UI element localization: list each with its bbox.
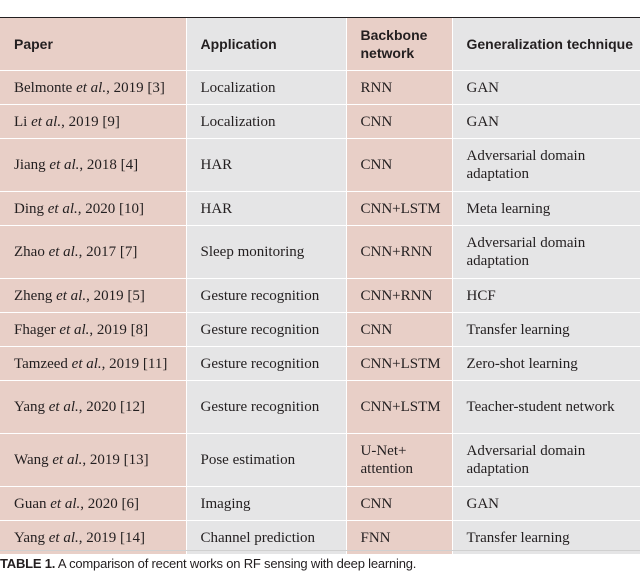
cell-application: HAR bbox=[186, 192, 346, 226]
paper-author: Zhao bbox=[14, 244, 45, 260]
cell-technique: HCF bbox=[452, 279, 640, 313]
table-row bbox=[0, 226, 640, 279]
cell-technique: GAN bbox=[452, 105, 640, 139]
cell-technique: Zero-shot learning bbox=[452, 347, 640, 381]
paper-author: Guan bbox=[14, 495, 47, 512]
paper-et-al: et al. bbox=[48, 529, 79, 546]
paper-author: Belmonte bbox=[14, 79, 73, 96]
cell-backbone: CNN bbox=[346, 105, 452, 139]
paper-et-al: et al. bbox=[76, 79, 107, 96]
caption-label: TABLE 1. bbox=[0, 556, 56, 571]
cell-paper bbox=[0, 139, 186, 192]
paper-year-ref: , 2019 [13] bbox=[82, 452, 149, 468]
paper-et-al: et al. bbox=[59, 321, 90, 338]
cell-paper bbox=[0, 105, 186, 139]
cell-application: Channel prediction bbox=[186, 521, 346, 555]
comparison-table bbox=[0, 18, 640, 555]
paper-year-ref: , 2019 [9] bbox=[61, 113, 120, 130]
cell-paper bbox=[0, 279, 186, 313]
cell-paper bbox=[0, 192, 186, 226]
paper-et-al: et al. bbox=[52, 452, 83, 468]
cell-application: Sleep monitoring bbox=[186, 226, 346, 279]
cell-technique: Transfer learning bbox=[452, 521, 640, 555]
cell-backbone: CNN+RNN bbox=[346, 279, 452, 313]
paper-author: Fhager bbox=[14, 321, 56, 338]
header-application: Application bbox=[186, 18, 346, 71]
cell-backbone: CNN+LSTM bbox=[346, 347, 452, 381]
cell-backbone: CNN+LSTM bbox=[346, 381, 452, 434]
table-row bbox=[0, 487, 640, 521]
cell-paper bbox=[0, 71, 186, 105]
paper-author: Zheng bbox=[14, 287, 53, 304]
paper-et-al: et al. bbox=[48, 399, 79, 415]
cell-paper bbox=[0, 347, 186, 381]
paper-year-ref: , 2020 [12] bbox=[78, 399, 145, 415]
paper-year-ref: , 2020 [10] bbox=[77, 200, 144, 217]
paper-et-al: et al. bbox=[50, 495, 81, 512]
cell-technique: Meta learning bbox=[452, 192, 640, 226]
table-caption bbox=[0, 556, 416, 571]
cell-backbone: FNN bbox=[346, 521, 452, 555]
paper-et-al: et al. bbox=[71, 355, 102, 372]
paper-et-al: et al. bbox=[31, 113, 62, 130]
paper-author: Tamzeed bbox=[14, 355, 68, 372]
table-row bbox=[0, 105, 640, 139]
paper-author: Ding bbox=[14, 200, 44, 217]
paper-year-ref: , 2020 [6] bbox=[80, 495, 139, 512]
cell-application: Gesture recognition bbox=[186, 347, 346, 381]
header-backbone: Backbone network bbox=[346, 18, 452, 71]
caption-text: A comparison of recent works on RF sensing with deep learning. bbox=[55, 556, 417, 571]
cell-backbone: CNN+RNN bbox=[346, 226, 452, 279]
table-row bbox=[0, 381, 640, 434]
table-body bbox=[0, 71, 640, 555]
cell-technique: Transfer learning bbox=[452, 313, 640, 347]
cell-technique: GAN bbox=[452, 487, 640, 521]
table-row bbox=[0, 347, 640, 381]
paper-year-ref: , 2017 [7] bbox=[78, 244, 138, 260]
paper-et-al: et al. bbox=[47, 200, 78, 217]
cell-paper bbox=[0, 226, 186, 279]
paper-year-ref: , 2019 [11] bbox=[101, 355, 168, 372]
cell-application: HAR bbox=[186, 139, 346, 192]
cell-application: Gesture recognition bbox=[186, 279, 346, 313]
header-technique: Generalization technique bbox=[452, 18, 640, 71]
paper-year-ref: , 2019 [8] bbox=[89, 321, 149, 338]
table-row bbox=[0, 313, 640, 347]
cell-application: Localization bbox=[186, 71, 346, 105]
cell-application: Gesture recognition bbox=[186, 381, 346, 434]
cell-backbone: CNN+LSTM bbox=[346, 192, 452, 226]
cell-technique: Adversarial domain adaptation bbox=[452, 434, 640, 487]
table-bottom-rule bbox=[0, 550, 640, 551]
cell-paper bbox=[0, 313, 186, 347]
cell-technique: Teacher-student network bbox=[452, 381, 640, 434]
cell-application: Localization bbox=[186, 105, 346, 139]
paper-author: Yang bbox=[14, 529, 45, 546]
cell-technique: Adversarial domain adaptation bbox=[452, 226, 640, 279]
table-row bbox=[0, 139, 640, 192]
cell-backbone: CNN bbox=[346, 487, 452, 521]
paper-author: Wang bbox=[14, 452, 49, 468]
paper-author: Li bbox=[14, 113, 28, 130]
table-row bbox=[0, 434, 640, 487]
paper-et-al: et al. bbox=[48, 244, 79, 260]
paper-year-ref: , 2018 [4] bbox=[79, 157, 139, 173]
cell-backbone: RNN bbox=[346, 71, 452, 105]
paper-author: Jiang bbox=[14, 157, 46, 173]
table-header-row bbox=[0, 18, 640, 71]
header-paper: Paper bbox=[0, 18, 186, 71]
paper-year-ref: , 2019 [3] bbox=[106, 79, 165, 96]
paper-et-al: et al. bbox=[56, 287, 87, 304]
cell-technique: Adversarial domain adaptation bbox=[452, 139, 640, 192]
cell-paper bbox=[0, 381, 186, 434]
paper-et-al: et al. bbox=[49, 157, 80, 173]
cell-application: Gesture recognition bbox=[186, 313, 346, 347]
cell-backbone: U-Net+ attention bbox=[346, 434, 452, 487]
paper-year-ref: , 2019 [5] bbox=[86, 287, 145, 304]
cell-application: Imaging bbox=[186, 487, 346, 521]
cell-paper bbox=[0, 487, 186, 521]
cell-technique: GAN bbox=[452, 71, 640, 105]
cell-paper bbox=[0, 434, 186, 487]
table-row bbox=[0, 279, 640, 313]
cell-application: Pose estimation bbox=[186, 434, 346, 487]
table-row bbox=[0, 192, 640, 226]
cell-backbone: CNN bbox=[346, 313, 452, 347]
cell-backbone: CNN bbox=[346, 139, 452, 192]
table-row bbox=[0, 71, 640, 105]
paper-year-ref: , 2019 [14] bbox=[78, 529, 145, 546]
paper-author: Yang bbox=[14, 399, 45, 415]
